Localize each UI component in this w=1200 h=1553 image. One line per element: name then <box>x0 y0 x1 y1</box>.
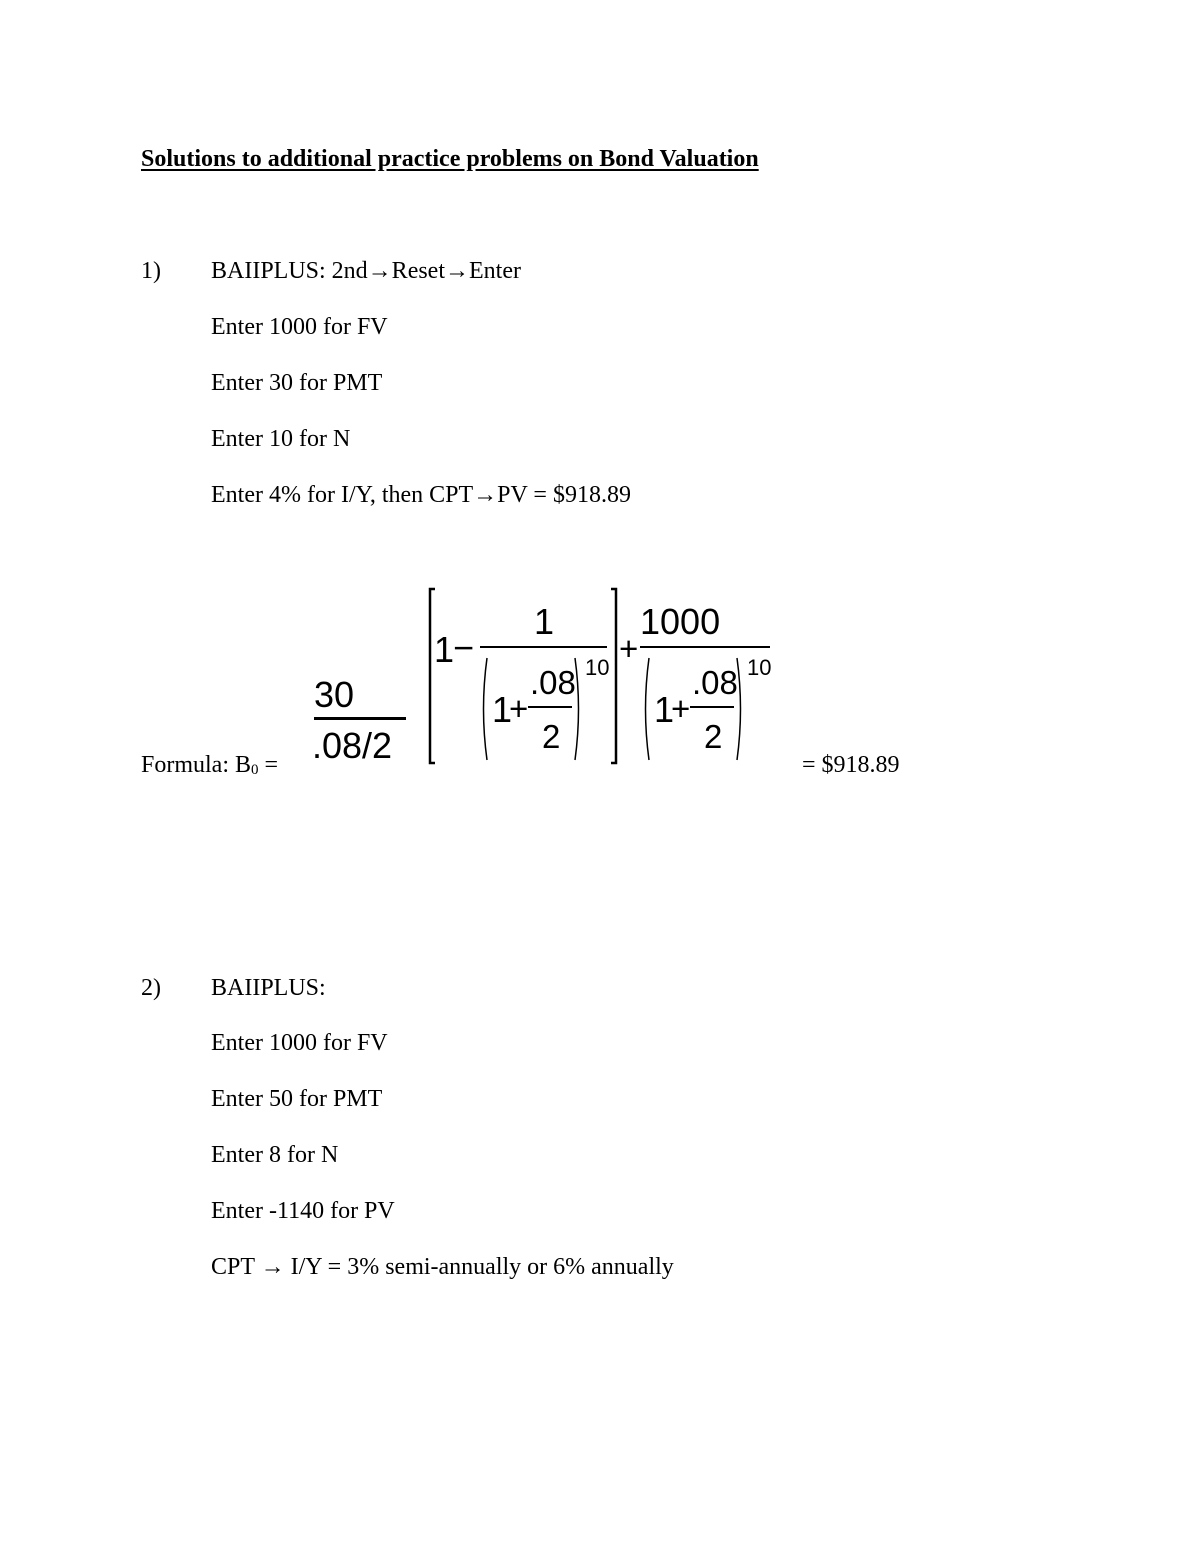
formula-label: Formula: B0 = <box>141 752 279 778</box>
problem-1-line-2: Enter 1000 for FV <box>211 314 388 340</box>
problem-2-line-3: Enter 50 for PMT <box>211 1086 383 1112</box>
problem-1-line-3: Enter 30 for PMT <box>211 370 383 396</box>
paren-one-2: 1 <box>654 689 675 730</box>
right-bracket <box>609 587 621 765</box>
face-value: 1000 <box>640 601 721 642</box>
problem-2-line-4: Enter 8 for N <box>211 1142 339 1168</box>
rate-denominator-1: 2 <box>542 718 561 755</box>
coefficient-fraction-bar <box>314 717 406 720</box>
problem-1-number: 1) <box>141 258 161 284</box>
exponent-1: 10 <box>585 655 610 680</box>
problem-2-line-1: BAIIPLUS: <box>211 975 326 1001</box>
problem-1-line-1: BAIIPLUS: 2nd→Reset→Enter <box>211 258 521 284</box>
paren-plus-2: + <box>671 690 691 727</box>
rate-numerator-2: .08 <box>692 664 738 701</box>
problem-1-line-4: Enter 10 for N <box>211 426 351 452</box>
problem-1-line-5: Enter 4% for I/Y, then CPT→PV = $918.89 <box>211 482 631 508</box>
face-value-fraction-bar <box>640 646 770 648</box>
minus-sign: − <box>453 627 475 668</box>
rate-fraction-bar-1 <box>528 706 572 708</box>
exponent-2: 10 <box>747 655 772 680</box>
annuity-fraction-numerator: 1 <box>534 601 555 642</box>
left-paren-2 <box>640 656 652 762</box>
right-paren-2 <box>734 656 746 762</box>
plus-sign: + <box>619 630 639 667</box>
problem-2-line-5: Enter -1140 for PV <box>211 1198 395 1224</box>
paren-plus-1: + <box>509 690 529 727</box>
problem-2-number: 2) <box>141 975 161 1001</box>
document-title: Solutions to additional practice problems on Bond Valuation <box>141 146 759 172</box>
bracket-one: 1 <box>434 629 455 670</box>
left-paren-1 <box>478 656 490 762</box>
formula-result: = $918.89 <box>802 752 900 778</box>
rate-fraction-bar-2 <box>690 706 734 708</box>
problem-2-line-6: CPT → I/Y = 3% semi-annually or 6% annually <box>211 1254 674 1280</box>
coefficient-numerator: 30 <box>314 674 355 715</box>
left-bracket <box>427 587 439 765</box>
coefficient-denominator: .08/2 <box>312 725 393 766</box>
annuity-fraction-bar <box>480 646 607 648</box>
paren-one-1: 1 <box>492 689 513 730</box>
problem-2-line-2: Enter 1000 for FV <box>211 1030 388 1056</box>
rate-denominator-2: 2 <box>704 718 723 755</box>
rate-numerator-1: .08 <box>530 664 576 701</box>
right-paren-1 <box>572 656 584 762</box>
